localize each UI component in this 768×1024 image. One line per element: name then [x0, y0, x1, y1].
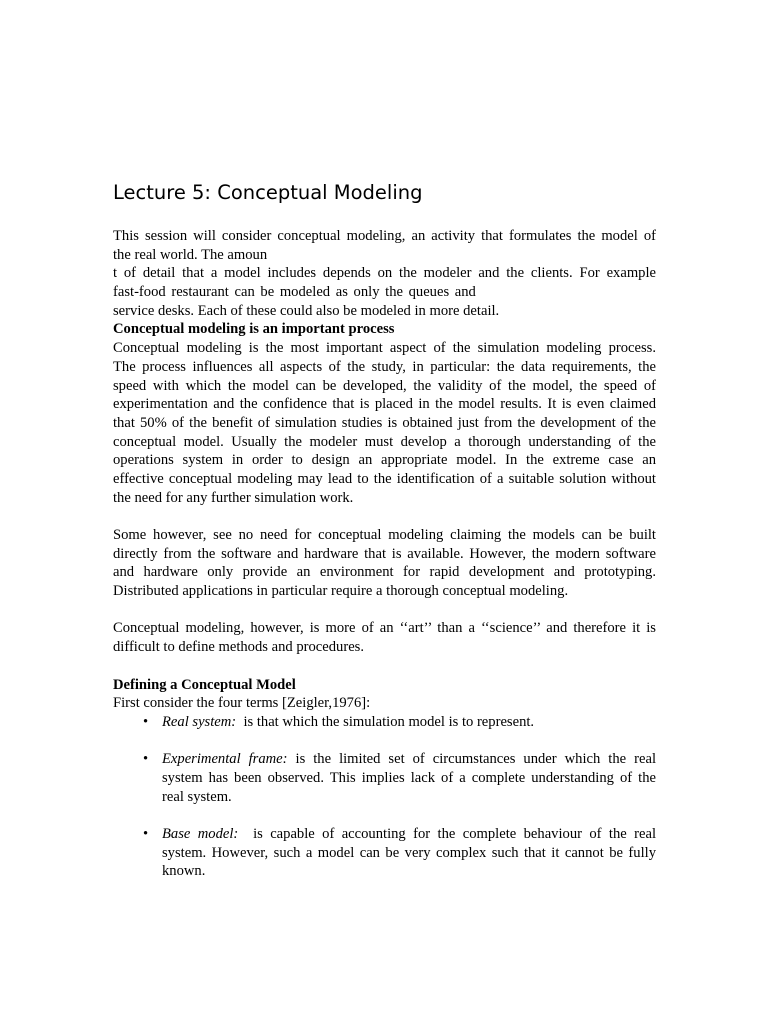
term-definition-line: system has been observed. This implies lack of a complete understanding of the — [162, 769, 656, 786]
list-item — [113, 713, 656, 732]
software-paragraph — [113, 526, 656, 601]
list-item — [113, 750, 656, 806]
page-title: Lecture 5: Conceptual Modeling — [113, 181, 423, 204]
paragraph-line: Conceptual modeling, however, is more of an ‘‘art’’ than a ‘‘science’’ and therefore it is — [113, 620, 656, 637]
bullet-icon: • — [143, 713, 149, 730]
paragraph-line: the need for any further simulation work. — [113, 489, 354, 506]
term-definition-line: real system. — [162, 788, 232, 805]
document-body — [113, 227, 656, 881]
importance-paragraph — [113, 339, 656, 507]
paragraph-line: Distributed applications in particular require a thorough conceptual modeling. — [113, 583, 569, 600]
intro-line: service desks. Each of these could also be modeled in more detail. — [113, 302, 500, 319]
paragraph-line: directly from the software and hardware that is available. However, the modern software — [113, 545, 656, 562]
intro-paragraph — [113, 227, 656, 320]
paragraph-line: operations system in order to design an appropriate model. In the extreme case an — [113, 452, 656, 469]
bullet-icon: • — [143, 826, 149, 842]
paragraph-line: that 50% of the benefit of simulation studies is obtained just from the development of the — [113, 414, 656, 431]
terms-intro: First consider the four terms [Zeigler,1976]: — [113, 695, 371, 712]
paragraph-line: The process influences all aspects of the study, in particular: the data requirements, the — [113, 358, 656, 375]
paragraph-line: speed with which the model can be developed, the validity of the model, the speed of — [113, 377, 656, 394]
term-definition: is capable of accounting for the complete behaviour of the real — [238, 826, 657, 842]
paragraph-line: difficult to define methods and procedures. — [113, 639, 364, 656]
term-label: Real system: — [162, 713, 237, 730]
term-definition-line: known. — [162, 863, 206, 880]
section-heading-defining: Defining a Conceptual Model — [113, 676, 296, 693]
paragraph-line: conceptual model. Usually the modeler must develop a thorough understanding of the — [113, 433, 656, 450]
term-definition: is the limited set of circumstances under which the real — [287, 751, 656, 768]
term-label: Experimental frame: — [162, 751, 288, 768]
paragraph-line: Some however, see no need for conceptual modeling claiming the models can be built — [113, 527, 656, 543]
term-definition: is that which the simulation model is to represent. — [236, 713, 535, 730]
term-label: Base model: — [162, 826, 239, 842]
section-heading-importance: Conceptual modeling is an important process — [113, 321, 395, 338]
intro-line: This session will consider conceptual modeling, an activity that formulates the model of — [113, 228, 656, 244]
paragraph-line: experimentation and the confidence that is placed in the model results. It is even claimed — [113, 396, 656, 413]
intro-line: t of detail that a model includes depends on the modeler and the clients. For example — [113, 265, 656, 282]
intro-line: fast-food restaurant can be modeled as only the queues and — [113, 284, 476, 301]
paragraph-line: Conceptual modeling is the most important aspect of the simulation modeling process. — [113, 340, 656, 357]
list-item — [113, 825, 656, 881]
term-definition-line: system. However, such a model can be very complex such that it cannot be fully — [162, 844, 656, 861]
intro-line: the real world. The amoun — [113, 246, 268, 263]
bullet-icon: • — [143, 751, 149, 768]
paragraph-line: and hardware only provide an environment for rapid development and prototyping. — [113, 564, 656, 581]
art-science-paragraph — [113, 619, 656, 656]
paragraph-line: effective conceptual modeling may lead to the identification of a suitable solution without — [113, 470, 656, 487]
